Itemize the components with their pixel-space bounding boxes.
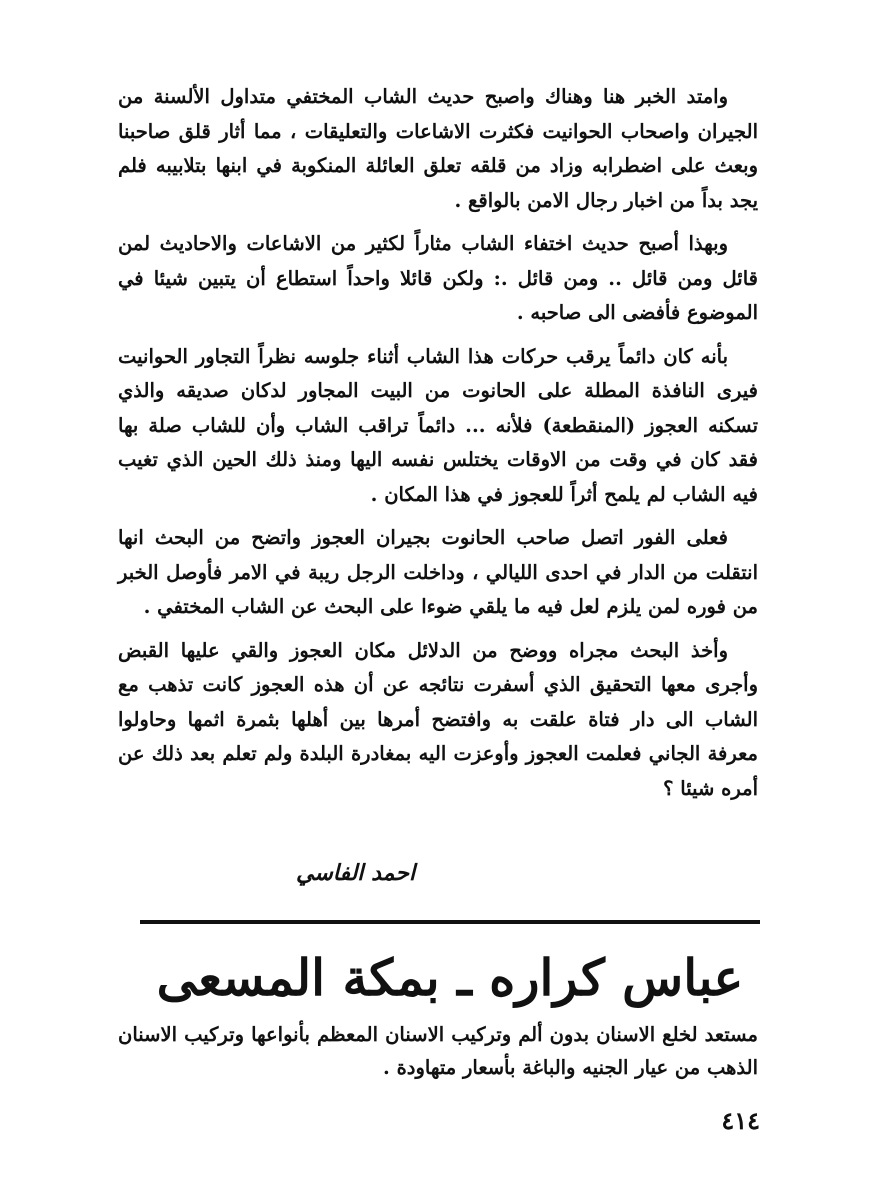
advertisement-title: عباس كراره ـ بمكة المسعى: [156, 948, 744, 1007]
article-paragraph-3: بأنه كان دائماً يرقب حركات هذا الشاب أثناء جلوسه نظراً التجاور الحوانيت فيرى النافذة المطلة على الحانوت من البيت المجاور لدكان صديقه والذي تسكنه العجوز (المنقطعة) فلأنه ... دائماً تراقب الشاب وأن للشاب صلة بها فقد كان في وقت من الاوقات يختلس نفسه اليها ومنذ ذلك الحين الذي تغيب فيه الشاب لم يلمح أثراً للعجوز في هذا المكان .: [118, 344, 758, 506]
article-paragraph-2: وبهذا أصبح حديث اختفاء الشاب مثاراً لكثير من الاشاعات والاحاديث لمن قائل ومن قائل .. ومن قائل .: ولكن قائلا واحداً استطاع أن يتبين شيئا في الموضوع فأفضى الى صاحبه .: [118, 232, 758, 324]
page-number: ٤١٤: [721, 1106, 760, 1135]
article-paragraph-5: وأخذ البحث مجراه ووضح من الدلائل مكان العجوز والقي عليها القبض وأجرى معها التحقيق الذي أسفرت نتائجه عن أن هذه العجوز كانت تذهب مع الشاب الى دار فتاة علقت به وافتضح أمرها بين أهلها بثمرة اثمها وحاولوا معرفة الجاني فعلمت العجوز وأوعزت اليه بمغادرة البلدة ولم تعلم بعد ذلك عن أمره شيئا ؟: [118, 638, 758, 800]
article-paragraph-1: وامتد الخبر هنا وهناك واصبح حديث الشاب المختفي متداول الألسنة من الجيران واصحاب الحوانيت فكثرت الاشاعات والتعليقات ، مما أثار قلق صاحبنا وبعث على اضطرابه وزاد من قلقه تعلق العائلة المنكوبة في ابنها بتلابيبه فلم يجد بداً من اخبار رجال الامن بالواقع .: [118, 85, 758, 212]
article-body: [118, 80, 758, 815]
author-signature: احمد الفاسي: [296, 860, 416, 886]
advertisement-text: مستعد لخلع الاسنان بدون ألم وتركيب الاسنان المعظم بأنواعها وتركيب الاسنان الذهب من عيار الجنيه والباغة بأسعار متهاودة .: [118, 1023, 758, 1079]
article-paragraph-4: فعلى الفور اتصل صاحب الحانوت بجيران العجوز واتضح من البحث انها انتقلت من الدار في احدى الليالي ، وداخلت الرجل ريبة في الامر فأوصل الخبر من فوره لمن يلزم لعل فيه ما يلقي ضوءا على البحث عن الشاب المختفي .: [118, 526, 758, 618]
section-divider: [140, 920, 760, 924]
